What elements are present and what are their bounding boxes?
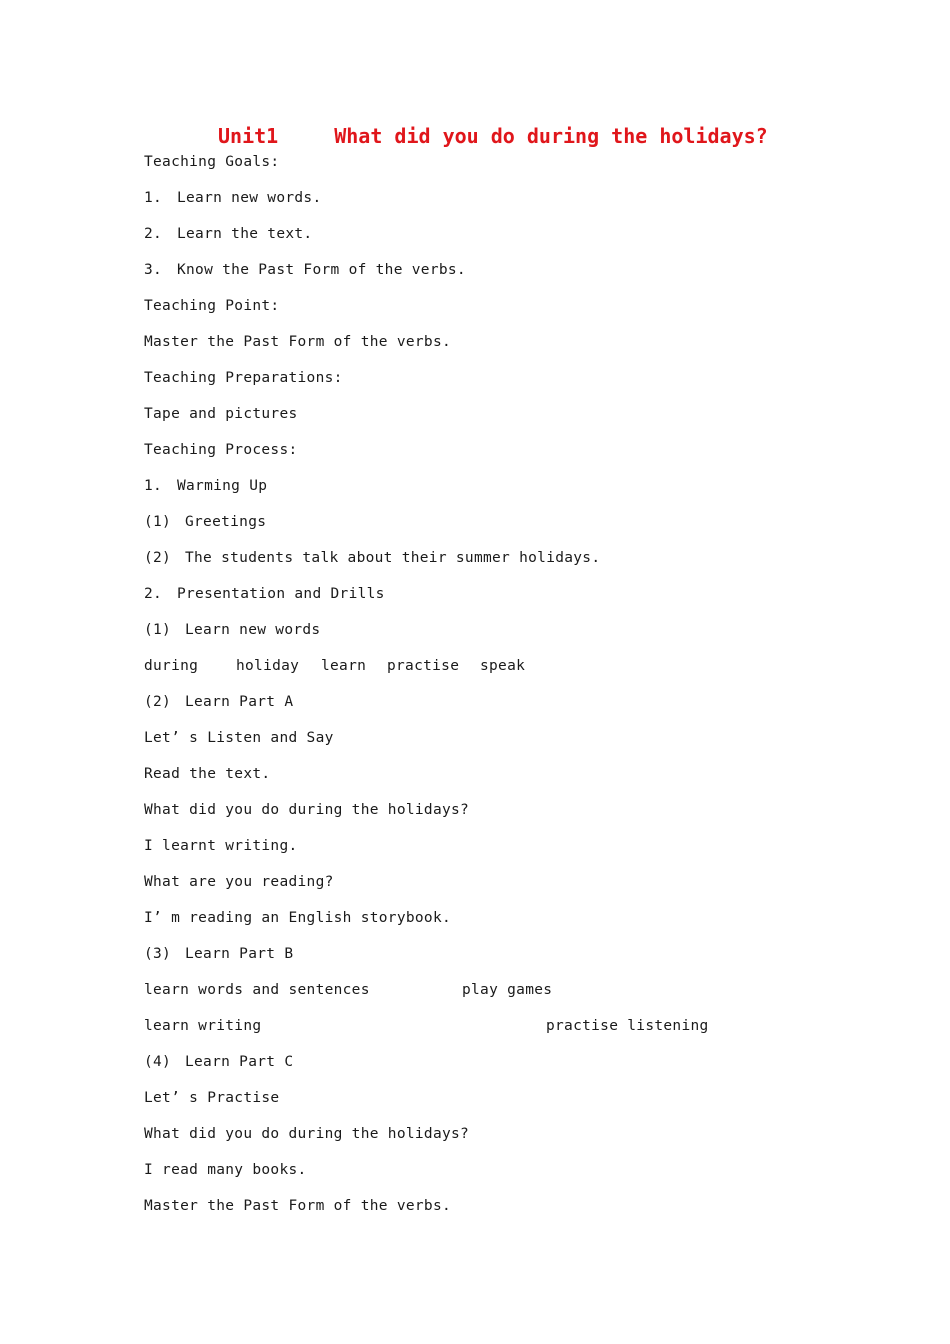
substep-text: The students talk about their summer holidays.: [185, 550, 601, 566]
phrase: play games: [462, 982, 553, 998]
substep-number: (1): [144, 622, 172, 638]
goal-text: Know the Past Form of the verbs.: [177, 262, 466, 278]
step-number: 1.: [144, 478, 163, 494]
process-substep: [144, 512, 266, 532]
vocabulary-words: [144, 656, 525, 676]
vocab-word: practise: [387, 658, 460, 674]
goal-number: 1.: [144, 190, 163, 206]
part-a-line: Read the text.: [144, 766, 271, 782]
substep-text: Learn new words: [185, 622, 321, 638]
substep-number: (2): [144, 694, 172, 710]
process-substep: [144, 944, 293, 964]
part-b-row: [144, 980, 552, 1000]
process-step: [144, 476, 267, 496]
step-text: Warming Up: [177, 478, 268, 494]
vocab-word: during: [144, 658, 199, 674]
title-question: What did you do during the holidays?: [334, 124, 768, 148]
part-a-line: Let’ s Listen and Say: [144, 730, 334, 746]
step-text: Presentation and Drills: [177, 586, 385, 602]
part-c-line: What did you do during the holidays?: [144, 1126, 470, 1142]
phrase: learn words and sentences: [144, 982, 370, 998]
process-substep: [144, 692, 293, 712]
part-c-line: I read many books.: [144, 1162, 307, 1178]
part-a-line: What are you reading?: [144, 874, 334, 890]
step-number: 2.: [144, 586, 163, 602]
substep-number: (4): [144, 1054, 172, 1070]
teaching-preparations-text: Tape and pictures: [144, 406, 298, 422]
vocab-word: holiday: [236, 658, 300, 674]
goal-number: 3.: [144, 262, 163, 278]
goal-item: [144, 260, 466, 280]
page-title: [218, 124, 768, 148]
goal-text: Learn the text.: [177, 226, 313, 242]
goal-item: [144, 188, 321, 208]
substep-number: (1): [144, 514, 172, 530]
part-c-line: Let’ s Practise: [144, 1090, 280, 1106]
substep-text: Learn Part C: [185, 1054, 294, 1070]
teaching-goals-heading: Teaching Goals:: [144, 154, 280, 170]
substep-number: (3): [144, 946, 172, 962]
substep-text: Learn Part A: [185, 694, 294, 710]
process-substep: [144, 548, 600, 568]
teaching-process-heading: Teaching Process:: [144, 442, 298, 458]
process-substep: [144, 620, 320, 640]
part-a-line: I learnt writing.: [144, 838, 298, 854]
goal-text: Learn new words.: [177, 190, 322, 206]
title-unit: Unit1: [218, 124, 279, 148]
part-c-line: Master the Past Form of the verbs.: [144, 1198, 452, 1214]
substep-number: (2): [144, 550, 172, 566]
phrase: learn writing: [144, 1018, 262, 1034]
goal-number: 2.: [144, 226, 163, 242]
vocab-word: speak: [480, 658, 526, 674]
substep-text: Learn Part B: [185, 946, 294, 962]
substep-text: Greetings: [185, 514, 267, 530]
goal-item: [144, 224, 312, 244]
process-substep: [144, 1052, 293, 1072]
teaching-preparations-heading: Teaching Preparations:: [144, 370, 343, 386]
process-step: [144, 584, 385, 604]
teaching-point-heading: Teaching Point:: [144, 298, 280, 314]
part-a-line: What did you do during the holidays?: [144, 802, 470, 818]
vocab-word: learn: [321, 658, 367, 674]
phrase: practise listening: [546, 1018, 709, 1034]
part-a-line: I’ m reading an English storybook.: [144, 910, 452, 926]
teaching-point-text: Master the Past Form of the verbs.: [144, 334, 452, 350]
part-b-row: [144, 1016, 709, 1036]
